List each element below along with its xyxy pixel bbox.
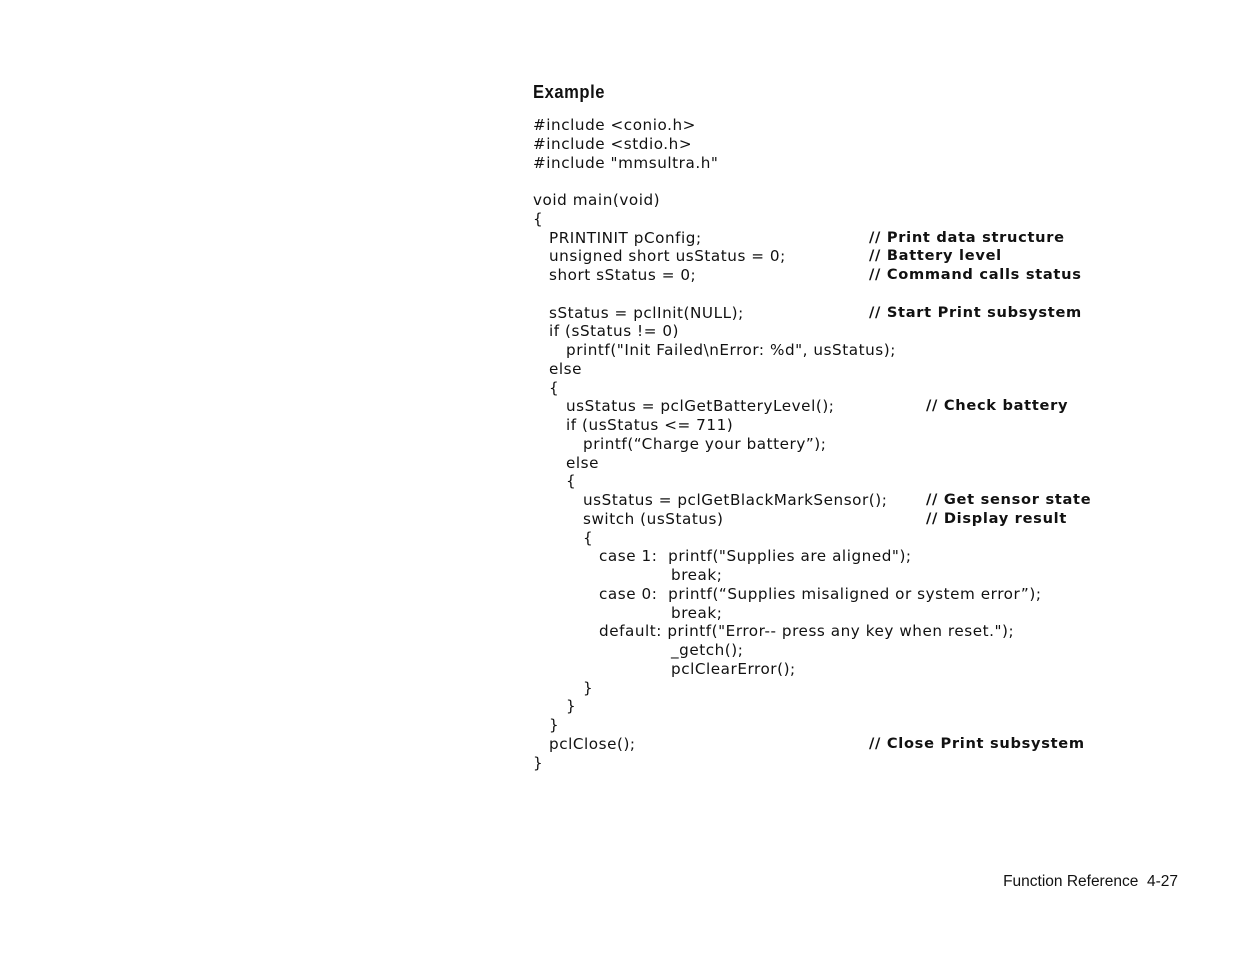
code-comment: // Command calls status	[869, 266, 1082, 283]
code-text: case 1: printf("Supplies are aligned");	[599, 547, 912, 566]
code-line	[533, 435, 1213, 454]
code-comment: // Close Print subsystem	[869, 734, 1085, 752]
code-line	[533, 472, 1213, 491]
code-line	[533, 154, 1213, 173]
code-line	[533, 454, 1213, 473]
code-line	[533, 716, 1213, 735]
code-line	[533, 416, 1213, 435]
code-text: #include "mmsultra.h"	[533, 153, 719, 172]
code-text: pclClearError();	[671, 659, 796, 678]
code-text: void main(void)	[533, 191, 661, 209]
code-line	[533, 341, 1213, 360]
code-line	[533, 191, 1213, 210]
code-text: else	[549, 359, 583, 378]
code-line	[533, 754, 1213, 773]
code-line	[533, 304, 1213, 323]
code-text: switch (usStatus)	[583, 509, 724, 528]
code-text: }	[566, 697, 577, 716]
code-line	[533, 566, 1213, 585]
code-text: if (usStatus <= 711)	[566, 416, 734, 434]
code-line	[533, 547, 1213, 566]
code-text: usStatus = pclGetBatteryLevel();	[566, 397, 835, 416]
code-text: printf(“Charge your battery”);	[583, 434, 827, 453]
code-line	[533, 491, 1213, 510]
code-line	[533, 210, 1213, 229]
code-comment: // Get sensor state	[926, 491, 1092, 508]
code-line	[533, 641, 1213, 660]
code-line	[533, 660, 1213, 679]
code-line	[533, 622, 1213, 641]
code-text: short sStatus = 0;	[549, 266, 697, 284]
footer-section-title: Function Reference	[1003, 873, 1139, 890]
code-comment: // Start Print subsystem	[869, 303, 1082, 321]
page-footer	[1003, 873, 1178, 891]
code-text: }	[549, 716, 560, 734]
footer-page-number: 4-27	[1146, 873, 1178, 890]
code-line	[533, 585, 1213, 604]
code-line	[533, 360, 1213, 379]
code-text: usStatus = pclGetBlackMarkSensor();	[583, 491, 888, 509]
code-comment: // Battery level	[869, 247, 1002, 265]
code-text: case 0: printf(“Supplies misaligned or system error”);	[599, 584, 1042, 603]
code-line	[533, 285, 1213, 304]
code-text: {	[549, 378, 560, 397]
code-line	[533, 697, 1213, 716]
code-text: {	[533, 209, 544, 228]
code-text: {	[566, 472, 577, 491]
code-line	[533, 116, 1213, 135]
code-text: #include <stdio.h>	[533, 134, 693, 153]
code-text: {	[583, 528, 594, 547]
code-comment: // Print data structure	[869, 228, 1065, 246]
code-line	[533, 735, 1213, 754]
code-line	[533, 229, 1213, 248]
code-text: if (sStatus != 0)	[549, 322, 680, 341]
code-listing	[533, 116, 1213, 772]
code-text: break;	[671, 566, 723, 584]
code-text: PRINTINIT pConfig;	[549, 228, 702, 247]
code-text: else	[566, 453, 600, 472]
code-text: pclClose();	[549, 734, 636, 753]
code-text: default: printf("Error-- press any key when reset.");	[599, 622, 1015, 641]
code-text: break;	[671, 603, 723, 622]
code-line	[533, 679, 1213, 698]
code-comment: // Display result	[926, 509, 1068, 527]
code-line	[533, 397, 1213, 416]
code-text: printf("Init Failed\nError: %d", usStatus);	[566, 341, 896, 359]
section-heading: Example	[533, 82, 605, 102]
code-text: }	[583, 678, 594, 697]
code-line	[533, 266, 1213, 285]
code-line	[533, 247, 1213, 266]
code-line	[533, 510, 1213, 529]
code-line	[533, 322, 1213, 341]
code-line	[533, 529, 1213, 548]
code-text: }	[533, 753, 544, 772]
code-text: _getch();	[671, 641, 744, 659]
code-text: unsigned short usStatus = 0;	[549, 247, 786, 266]
code-line	[533, 604, 1213, 623]
code-text: sStatus = pclInit(NULL);	[549, 303, 744, 322]
code-comment: // Check battery	[926, 397, 1069, 415]
code-text: #include <conio.h>	[533, 116, 696, 134]
code-line	[533, 172, 1213, 191]
code-line	[533, 379, 1213, 398]
code-line	[533, 135, 1213, 154]
